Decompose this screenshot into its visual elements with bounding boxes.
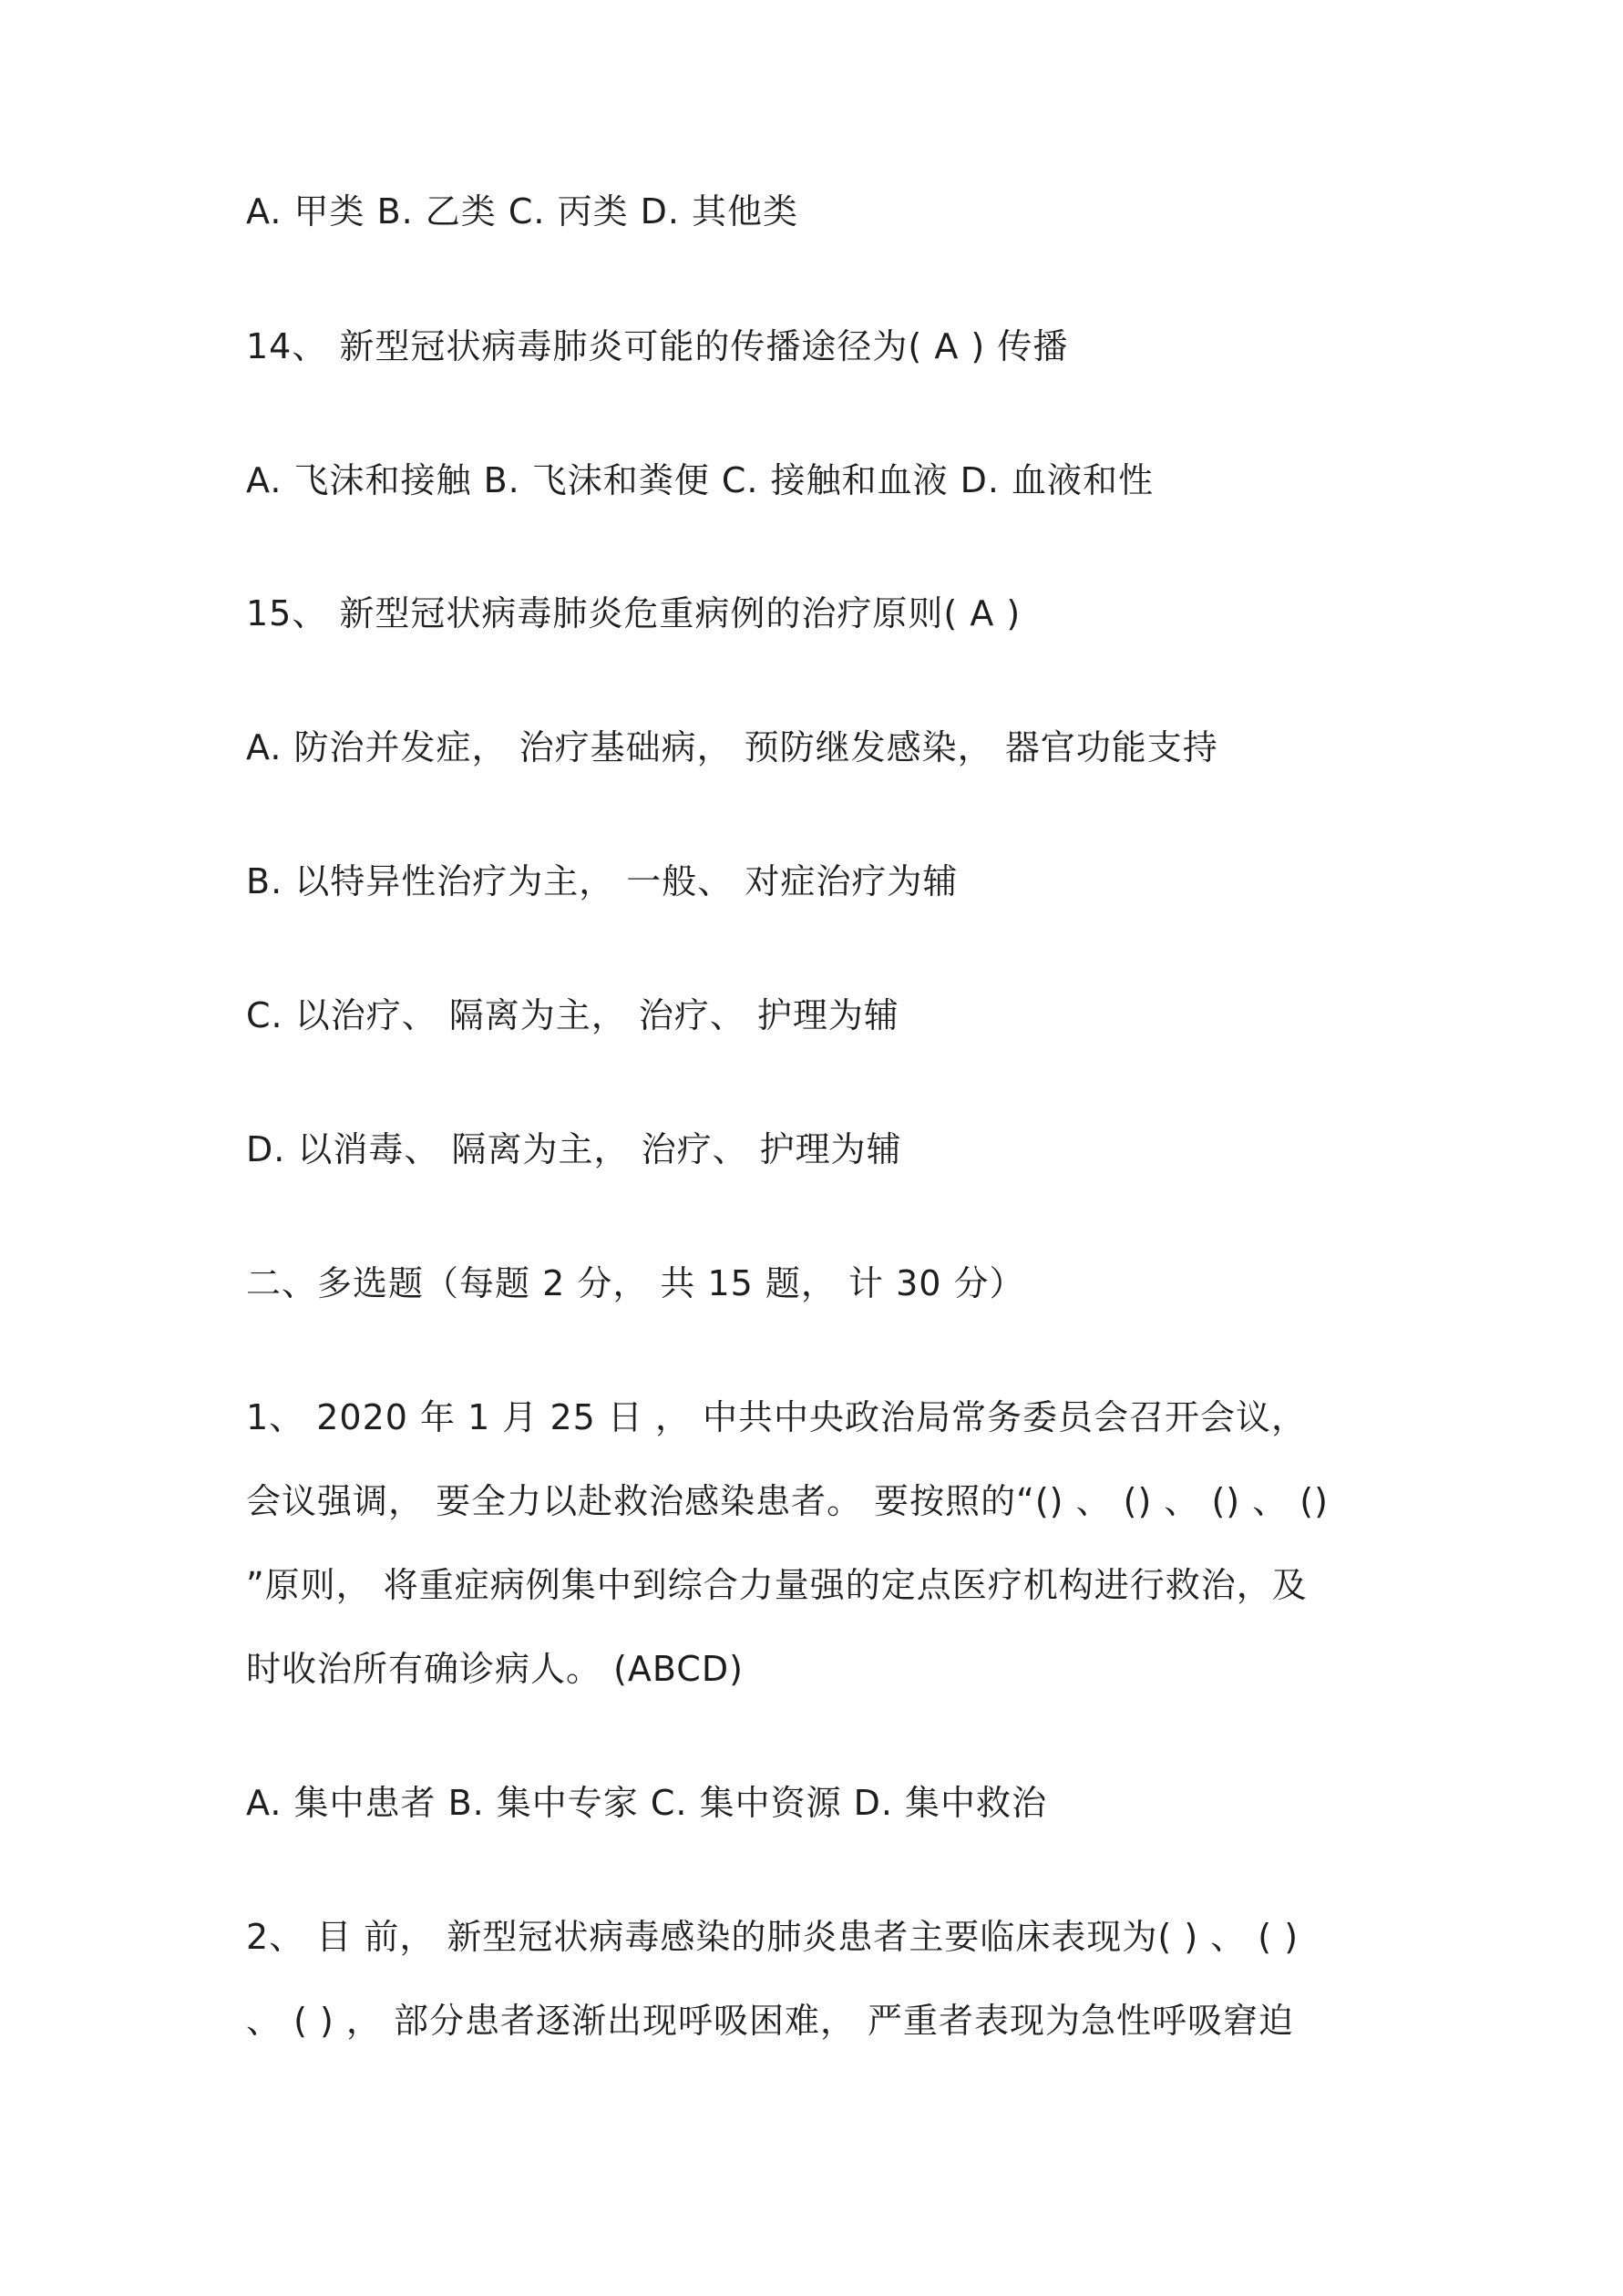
q15-option-c: C. 以治疗、 隔离为主， 治疗、 护理为辅 bbox=[246, 995, 899, 1035]
mq1-question-line-2: 会议强调， 要全力以赴救治感染患者。 要按照的“() 、 () 、 () 、 () bbox=[246, 1481, 1329, 1521]
mq1-question-line-4: 时收治所有确诊病人。 (ABCD) bbox=[246, 1649, 744, 1689]
q14-question: 14、 新型冠状病毒肺炎可能的传播途径为( A ) 传播 bbox=[246, 326, 1069, 366]
q14-options: A. 飞沫和接触 B. 飞沫和粪便 C. 接触和血液 D. 血液和性 bbox=[246, 460, 1155, 500]
q15-option-d: D. 以消毒、 隔离为主， 治疗、 护理为辅 bbox=[246, 1129, 902, 1169]
mq1-question-line-3: ”原则， 将重症病例集中到综合力量强的定点医疗机构进行救治，及 bbox=[246, 1565, 1308, 1605]
q15-option-b: B. 以特异性治疗为主， 一般、 对症治疗为辅 bbox=[246, 861, 959, 901]
mq2-question-line-1: 2、 目 前， 新型冠状病毒感染的肺炎患者主要临床表现为( ) 、 ( ) bbox=[246, 1917, 1299, 1957]
mq1-question-line-1: 1、 2020 年 1 月 25 日 ， 中共中央政治局常务委员会召开会议， bbox=[246, 1397, 1308, 1437]
section-heading-multiple-choice: 二、多选题（每题 2 分， 共 15 题， 计 30 分） bbox=[246, 1263, 1025, 1303]
q15-option-a: A. 防治并发症， 治疗基础病， 预防继发感染， 器官功能支持 bbox=[246, 727, 1218, 767]
mq1-options: A. 集中患者 B. 集中专家 C. 集中资源 D. 集中救治 bbox=[246, 1783, 1048, 1823]
q15-question: 15、 新型冠状病毒肺炎危重病例的治疗原则( A ) bbox=[246, 593, 1022, 633]
mq2-question-line-2: 、 ( ) ， 部分患者逐渐出现呼吸困难， 严重者表现为急性呼吸窘迫 bbox=[246, 2001, 1295, 2041]
q13-options: A. 甲类 B. 乙类 C. 丙类 D. 其他类 bbox=[246, 191, 799, 232]
